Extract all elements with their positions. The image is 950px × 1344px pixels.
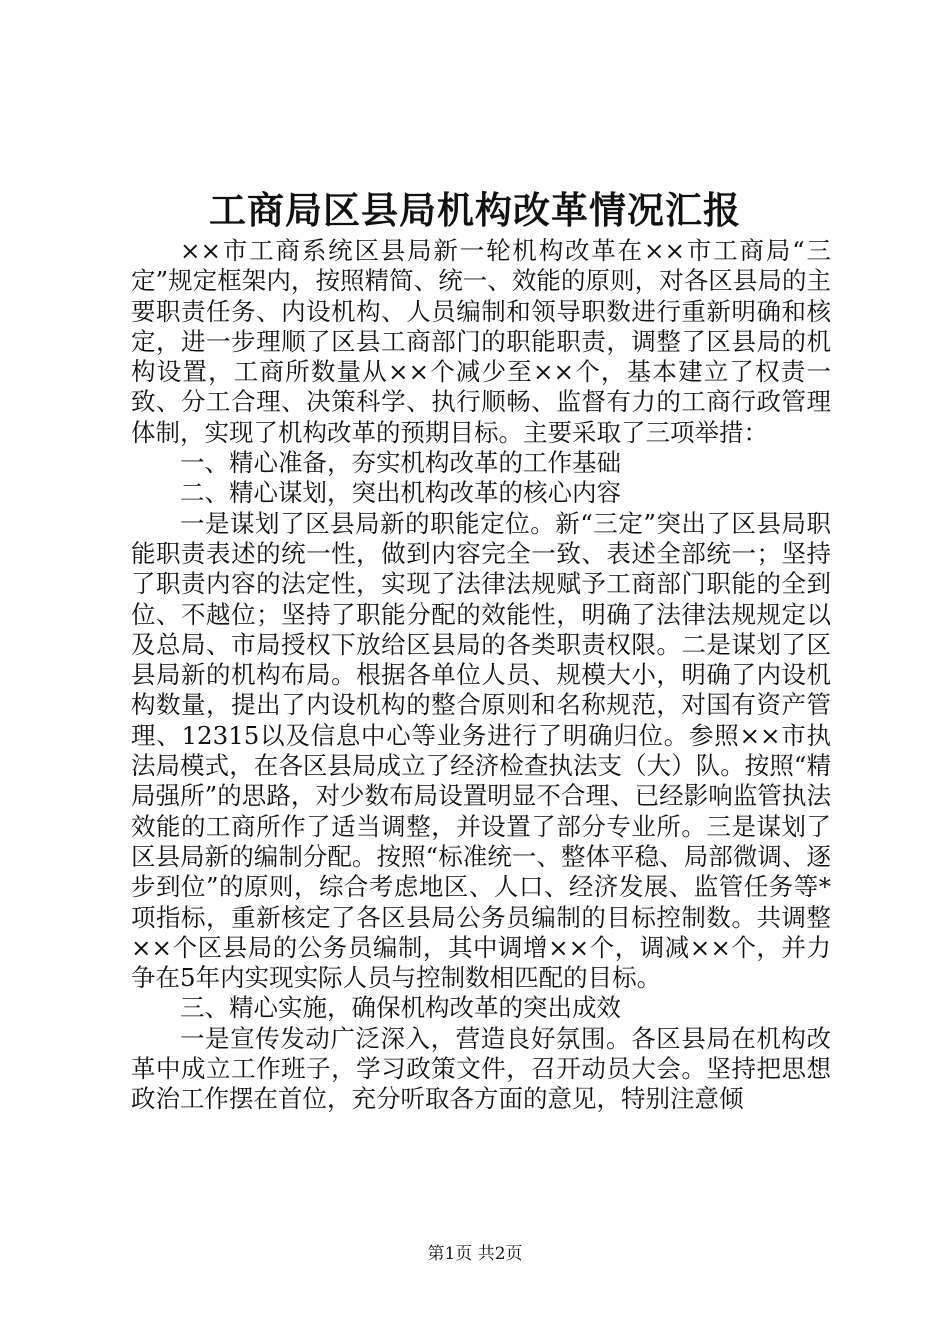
document-title: 工商局区县局机构改革情况汇报 — [209, 188, 741, 232]
section-heading-2: 二、精心谋划，突出机构改革的核心内容 — [180, 478, 621, 508]
section-heading-3: 三、精心实施，确保机构改革的突出成效 — [180, 993, 621, 1023]
document-body — [131, 236, 831, 1115]
section-heading-1: 一、精心准备，夯实机构改革的工作基础 — [180, 448, 621, 478]
page-number-footer: 第1页 共2页 — [427, 1244, 523, 1264]
intro-paragraph: ××市工商系统区县局新一轮机构改革在××市工商局“三定”规定框架内，按照精简、统一、效能的原则，对各区县局的主要职责任务、内设机构、人员编制和领导职数进行重新明确和核定，进一步理顺了区县工商部门的职能职责，调整了区县局的机构设置，工商所数量从××个减少至××个，基本建立了权责一致、分工合理、决策科学、执行顺畅、监督有力的工商行政管理体制，实现了机构改革的预期目标。主要采取了三项举措： — [131, 236, 831, 447]
section-3-paragraph: 一是宣传发动广泛深入，营造良好氛围。各区县局在机构改革中成立工作班子，学习政策文件，召开动员大会。坚持把思想政治工作摆在首位，充分听取各方面的意见，特别注意倾 — [131, 1023, 831, 1114]
section-2-paragraph: 一是谋划了区县局新的职能定位。新“三定”突出了区县局职能职责表述的统一性，做到内容完全一致、表述全部统一；坚持了职责内容的法定性，实现了法律法规赋予工商部门职能的全到位、不越位；坚持了职能分配的效能性，明确了法律法规规定以及总局、市局授权下放给区县局的各类职责权限。二是谋划了区县局新的机构布局。根据各单位人员、规模大小，明确了内设机构数量，提出了内设机构的整合原则和名称规范，对国有资产管理、12315以及信息中心等业务进行了明确归位。参照××市执法局模式，在各区县局成立了经济检查执法支（大）队。按照“精局强所”的思路，对少数布局设置明显不合理、已经影响监管执法效能的工商所作了适当调整，并设置了部分专业所。三是谋划了区县局新的编制分配。按照“标准统一、整体平稳、局部微调、逐步到位”的原则，综合考虑地区、人口、经济发展、监管任务等*项指标，重新核定了各区县局公务员编制的目标控制数。共调整××个区县局的公务员编制，其中调增××个，调减××个，并力争在5年内实现实际人员与控制数相匹配的目标。 — [131, 508, 831, 993]
